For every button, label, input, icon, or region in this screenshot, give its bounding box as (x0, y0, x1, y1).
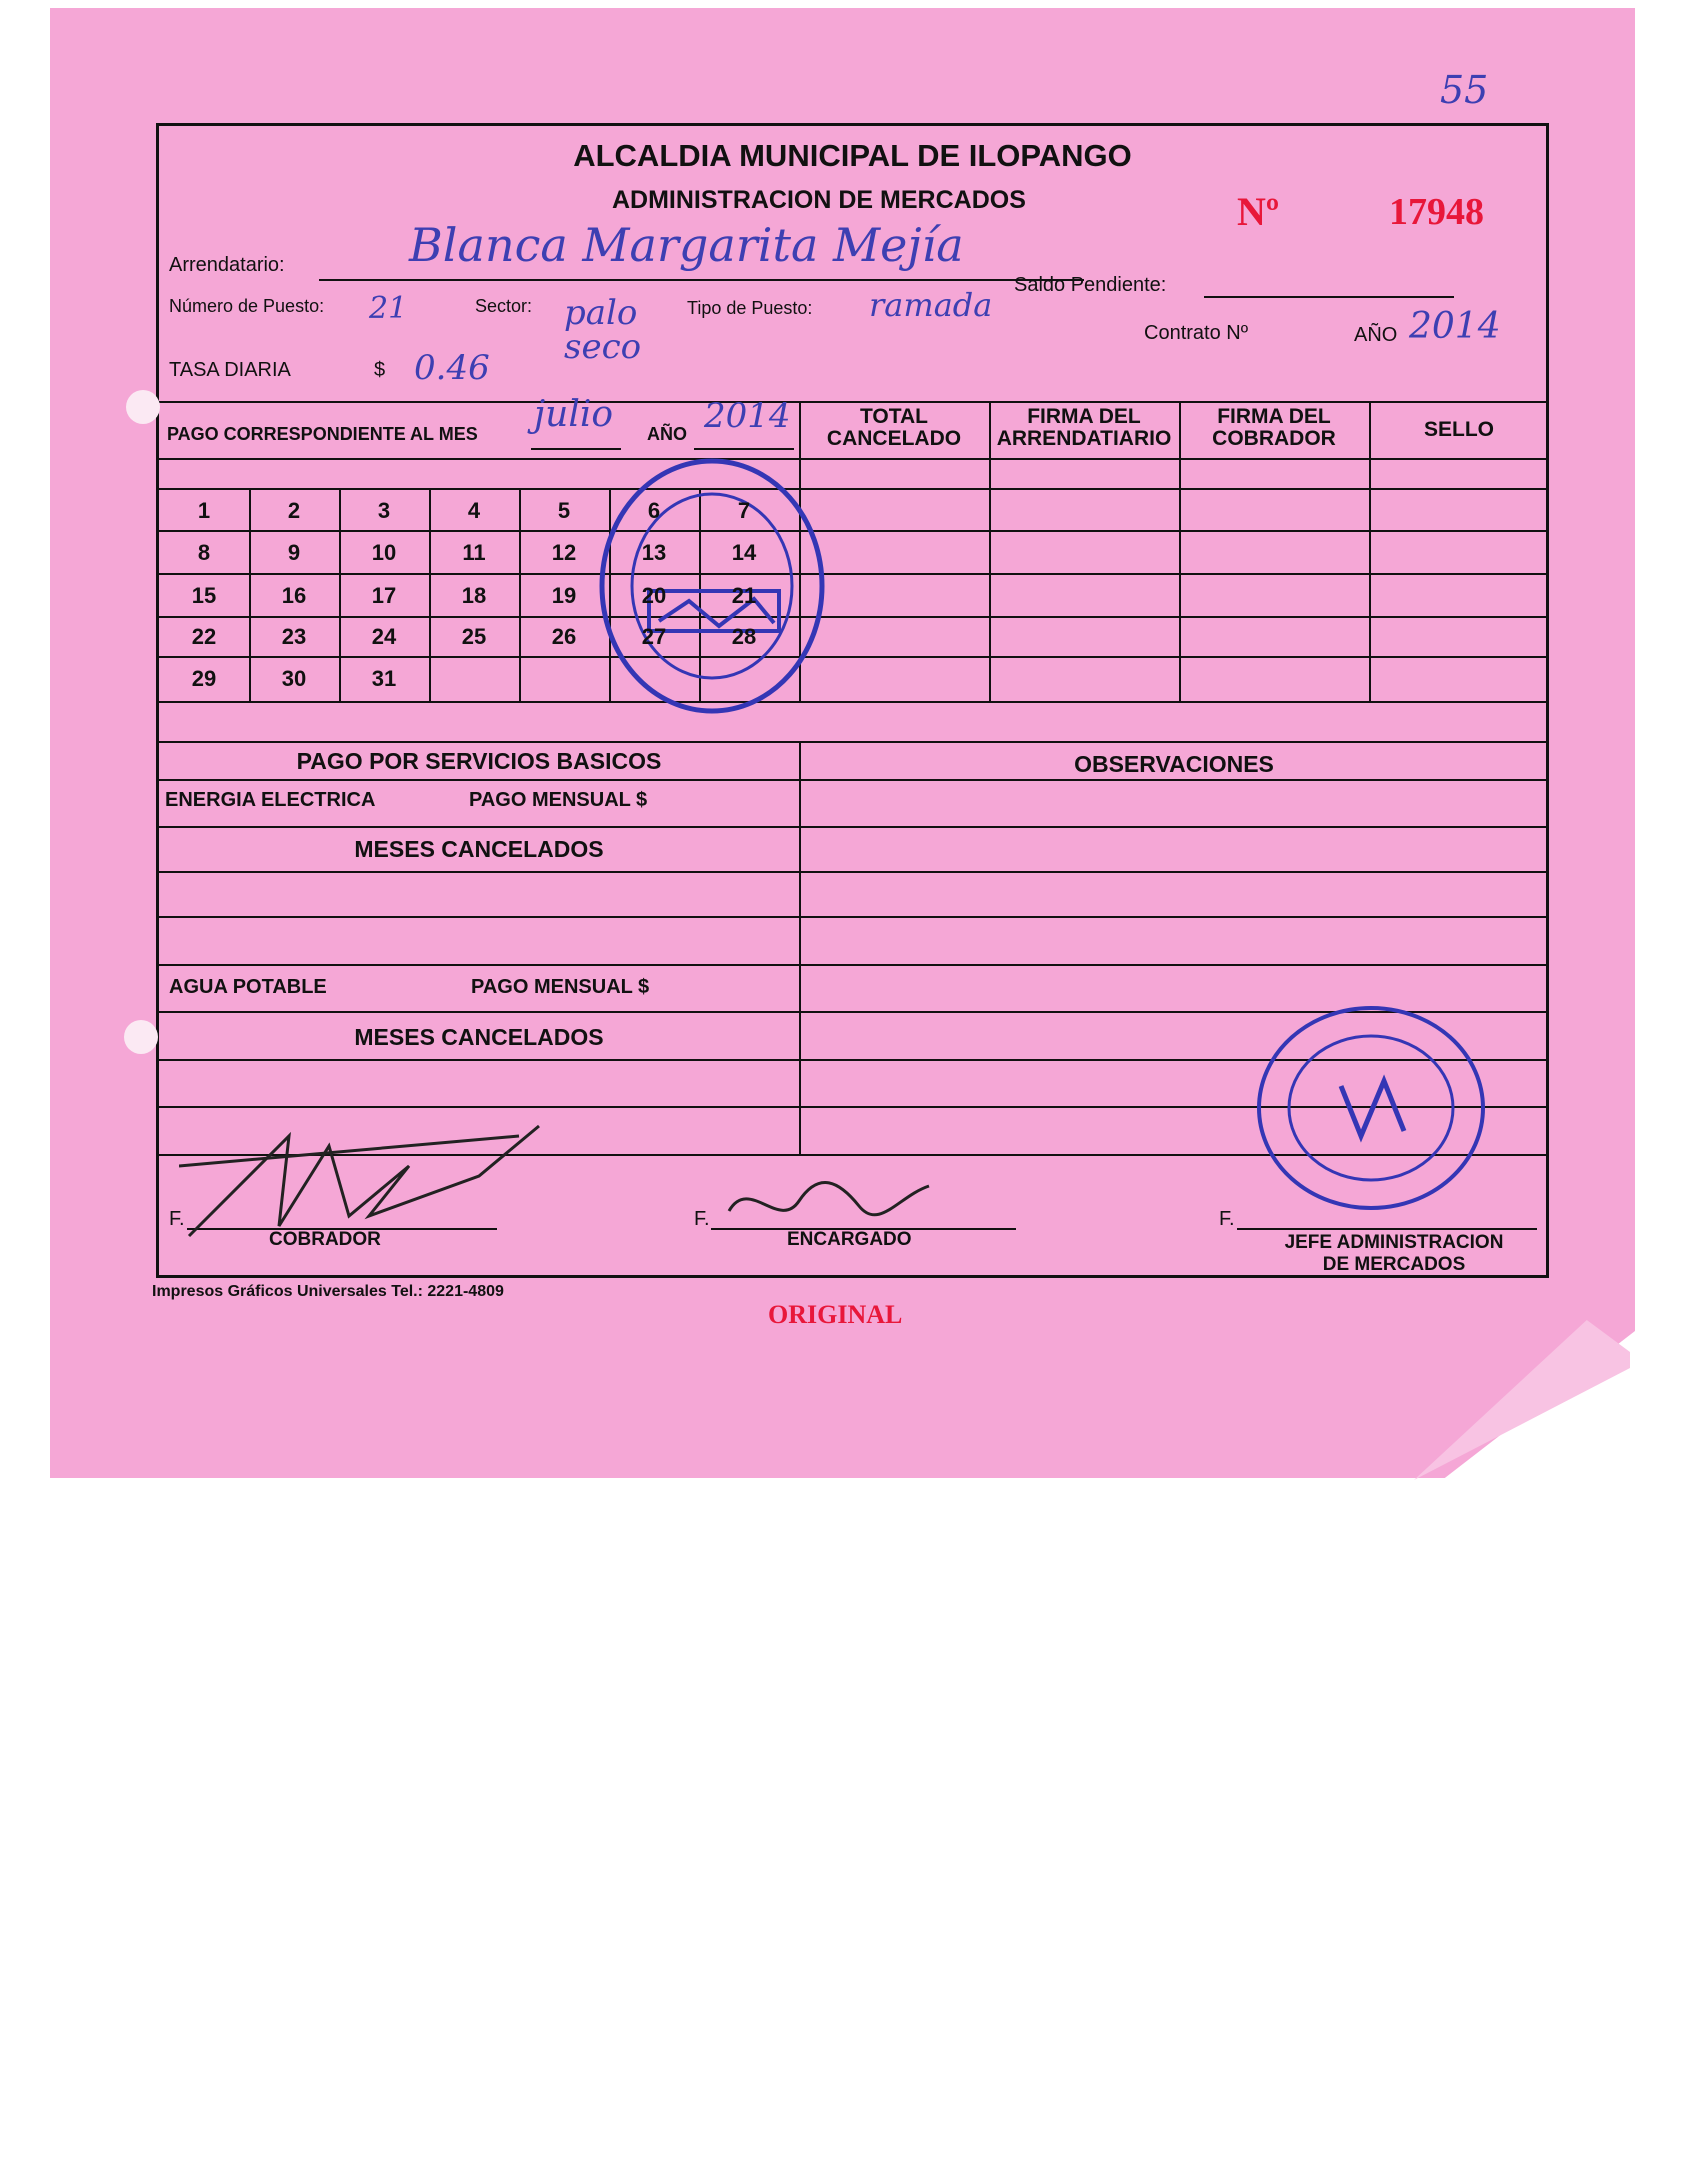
f-cobrador: F. (169, 1208, 185, 1230)
day-cell: 22 (191, 624, 217, 649)
col-firma-cobrador: FIRMA DEL COBRADOR (1212, 405, 1336, 450)
arrendatario-line (319, 279, 1084, 281)
arrendatario-label: Arrendatario: (169, 254, 285, 276)
day-cell: 23 (281, 624, 307, 649)
f-jefe: F. (1219, 1208, 1235, 1230)
saldo-line (1204, 296, 1454, 298)
col-total-cancelado: TOTAL CANCELADO (826, 405, 962, 450)
tasa-label: TASA DIARIA (169, 359, 291, 381)
day-cell: 13 (641, 540, 667, 565)
day-cell: 17 (371, 583, 397, 608)
arrendatario-value: Blanca Margarita Mejía (409, 218, 964, 272)
day-cell: 21 (731, 583, 757, 608)
day-cell: 19 (551, 583, 577, 608)
day-cell: 8 (197, 540, 211, 565)
sector-label: Sector: (475, 296, 533, 316)
cobrador-signature (179, 1116, 559, 1246)
day-cell: 25 (461, 624, 487, 649)
day-cell: 4 (467, 498, 481, 523)
day-cell: 31 (371, 666, 397, 691)
original-mark: ORIGINAL (768, 1300, 903, 1329)
energia-label: ENERGIA ELECTRICA (165, 789, 376, 811)
day-cell: 14 (731, 540, 757, 565)
agua-pago: PAGO MENSUAL $ (471, 976, 650, 998)
form-title: ALCALDIA MUNICIPAL DE ILOPANGO (573, 138, 1132, 173)
printer-line: Impresos Gráficos Universales Tel.: 2221-4809 (152, 1283, 504, 1300)
punch-hole (124, 1020, 158, 1054)
day-cell: 16 (281, 583, 307, 608)
col-firma-arrendatario: FIRMA DEL ARRENDATIARIO (996, 405, 1172, 450)
puesto-label: Número de Puesto: (169, 296, 325, 316)
cobrador-label: COBRADOR (269, 1229, 381, 1250)
day-cell: 12 (551, 540, 577, 565)
services-title: PAGO POR SERVICIOS BASICOS (296, 748, 662, 774)
day-cell: 5 (557, 498, 571, 523)
punch-hole (126, 390, 160, 424)
tasa-value: 0.46 (414, 348, 490, 388)
ano-label: AÑO (1354, 324, 1398, 346)
meses-cancelados-energia: MESES CANCELADOS (354, 836, 604, 862)
day-cell: 29 (191, 666, 217, 691)
jefe-label: JEFE ADMINISTRACION DE MERCADOS (1284, 1232, 1504, 1275)
form-subtitle: ADMINISTRACION DE MERCADOS (612, 186, 1026, 214)
day-cell: 10 (371, 540, 397, 565)
col-sello: SELLO (1423, 418, 1494, 441)
page-number: 55 (1440, 68, 1489, 112)
day-cell: 2 (287, 498, 301, 523)
ano-value: 2014 (1409, 306, 1501, 347)
day-cell: 28 (731, 624, 757, 649)
mes-label: PAGO CORRESPONDIENTE AL MES (167, 424, 478, 444)
day-cell: 27 (641, 624, 667, 649)
puesto-value: 21 (369, 291, 408, 326)
mes-value: julio (534, 394, 614, 435)
contrato-label: Contrato Nº (1144, 322, 1249, 344)
day-cell: 6 (647, 498, 661, 523)
tasa-currency: $ (374, 359, 386, 381)
meses-cancelados-agua: MESES CANCELADOS (354, 1024, 604, 1050)
sector-value: palo seco (564, 293, 642, 367)
agua-label: AGUA POTABLE (169, 976, 327, 998)
day-cell: 7 (737, 498, 751, 523)
energia-pago: PAGO MENSUAL $ (469, 789, 648, 811)
day-cell: 20 (641, 583, 667, 608)
day-cell: 3 (377, 498, 391, 523)
encargado-label: ENCARGADO (787, 1229, 912, 1250)
payment-ano-label: AÑO (647, 424, 687, 444)
day-cell: 9 (287, 540, 301, 565)
day-cell: 30 (281, 666, 307, 691)
number-label: Nº (1237, 189, 1280, 234)
receipt-number: 17948 (1389, 191, 1484, 233)
receipt-form (156, 123, 1549, 1278)
payment-ano-value: 2014 (704, 396, 791, 436)
day-cell: 18 (461, 583, 487, 608)
day-cell: 26 (551, 624, 577, 649)
tipo-value: ramada (869, 286, 993, 324)
tipo-label: Tipo de Puesto: (687, 298, 813, 318)
day-cell: 24 (371, 624, 397, 649)
day-cell: 1 (197, 498, 211, 523)
day-cell: 15 (191, 583, 217, 608)
saldo-label: Saldo Pendiente: (1014, 274, 1167, 296)
observaciones-title: OBSERVACIONES (1074, 751, 1274, 777)
day-cell: 11 (462, 540, 486, 565)
f-encargado: F. (694, 1208, 710, 1230)
